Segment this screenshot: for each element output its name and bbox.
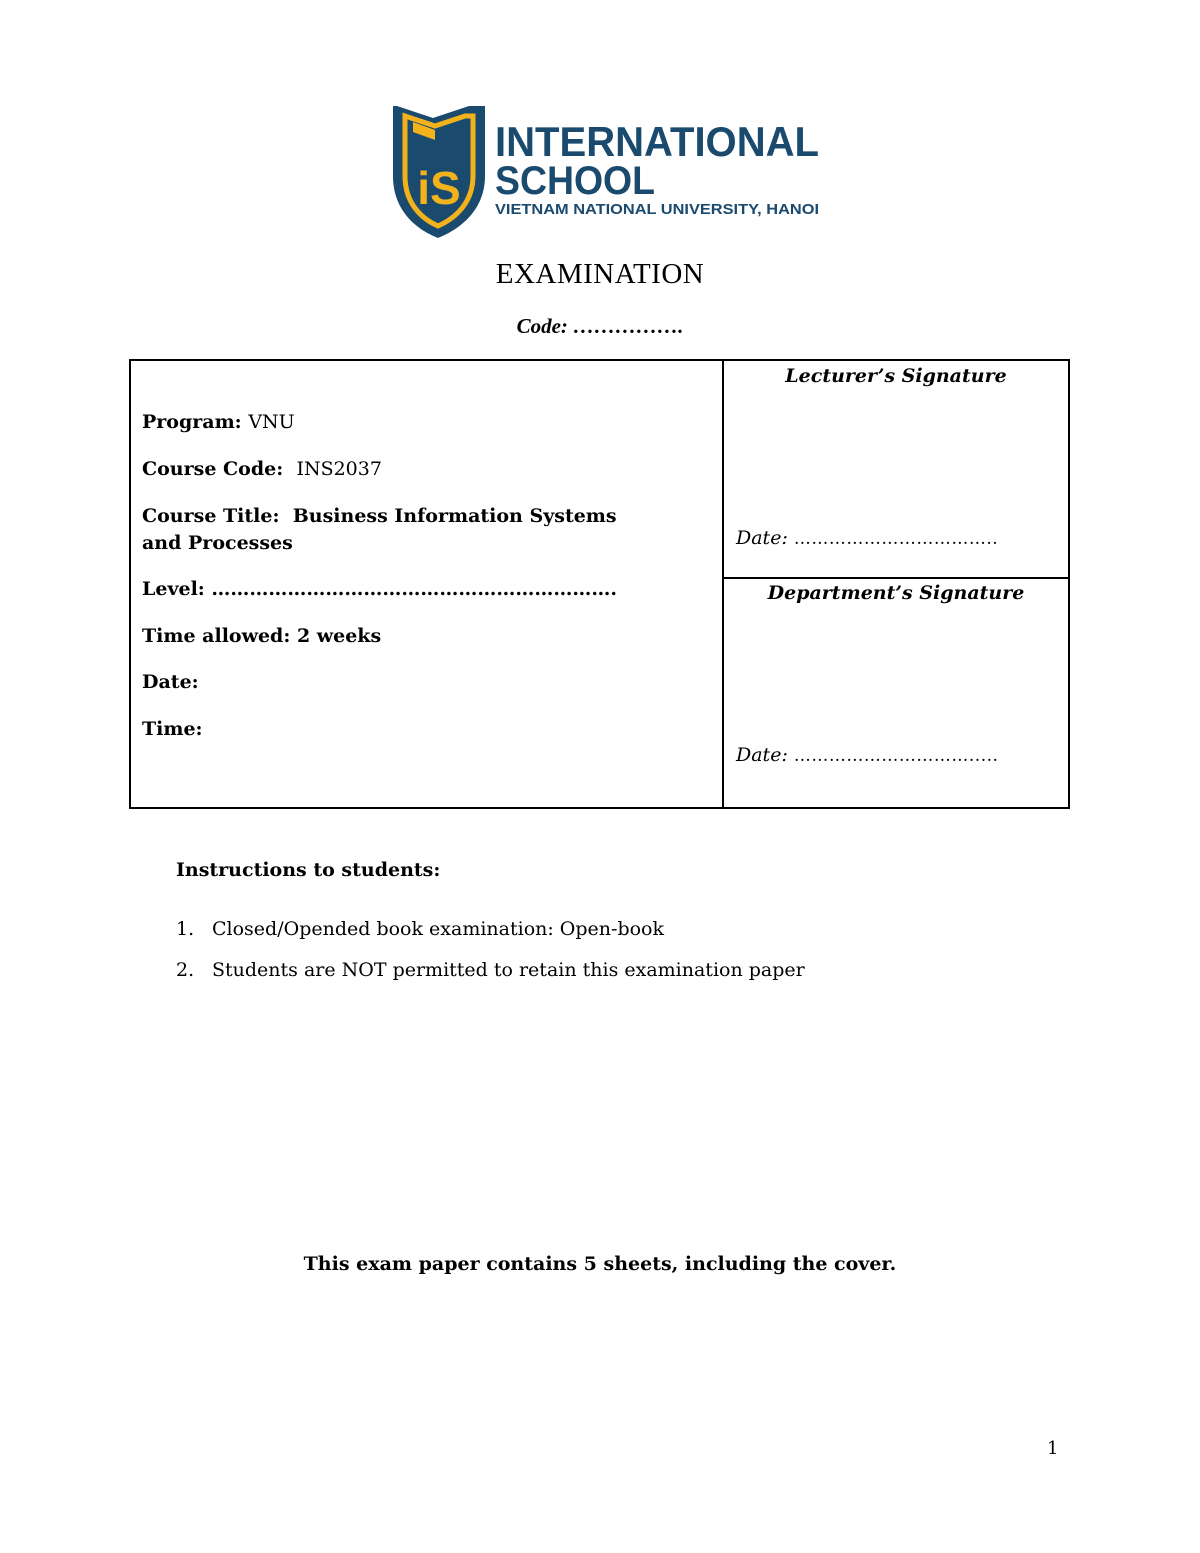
school-logo: [393, 104, 825, 242]
lecturer-signature-title: Lecturer’s Signature: [785, 365, 1007, 387]
instruction-number: 1.: [176, 918, 195, 940]
department-date-line: [736, 744, 998, 766]
sheet-count-note: This exam paper contains 5 sheets, including the cover.: [303, 1253, 897, 1275]
course-title-field: [142, 503, 642, 557]
instructions-list: [176, 918, 805, 1000]
course-code-label: Course Code:: [142, 458, 284, 480]
logo-line-school: SCHOOL: [495, 159, 655, 203]
course-details-cell: [131, 361, 724, 807]
time-allowed-field: Time allowed: 2 weeks: [142, 625, 382, 647]
instruction-number: 2.: [176, 959, 195, 981]
lecturer-date-blank: ……………………………..: [793, 529, 999, 549]
exam-title: EXAMINATION: [495, 258, 705, 290]
exam-code: Code: …………….: [516, 314, 684, 338]
instruction-text: Students are NOT permitted to retain this examination paper: [212, 959, 805, 981]
svg-text:iS: iS: [417, 162, 461, 214]
time-field: Time:: [142, 718, 203, 740]
instruction-item: [176, 918, 805, 959]
program-value: VNU: [248, 411, 295, 433]
level-field: Level: ……………………………………………………….: [142, 578, 618, 600]
instruction-item: [176, 959, 805, 1000]
program-field: [142, 409, 295, 436]
lecturer-date-line: [736, 527, 998, 549]
course-code-field: [142, 456, 382, 483]
course-title-value: Business Information Systems and Processes: [142, 505, 617, 554]
course-info-table: [129, 359, 1070, 809]
shield-icon: [393, 106, 485, 238]
logo-line-vnu: VIETNAM NATIONAL UNIVERSITY, HANOI: [495, 201, 819, 218]
lecturer-signature-cell: [724, 361, 1068, 579]
date-field: Date:: [142, 671, 199, 693]
page-number: 1: [1047, 1438, 1059, 1459]
instructions-heading: Instructions to students:: [176, 859, 441, 881]
department-date-blank: ………………………….....: [793, 746, 999, 766]
program-label: Program:: [142, 411, 242, 433]
logo-line-international: INTERNATIONAL: [495, 118, 819, 165]
instruction-text: Closed/Opended book examination: Open-book: [212, 918, 665, 940]
department-signature-title: Department’s Signature: [767, 582, 1025, 604]
course-code-value: INS2037: [296, 458, 382, 480]
lecturer-date-label: Date:: [736, 527, 788, 549]
department-date-label: Date:: [736, 744, 788, 766]
department-signature-cell: [724, 579, 1068, 807]
course-title-label: Course Title:: [142, 505, 280, 527]
